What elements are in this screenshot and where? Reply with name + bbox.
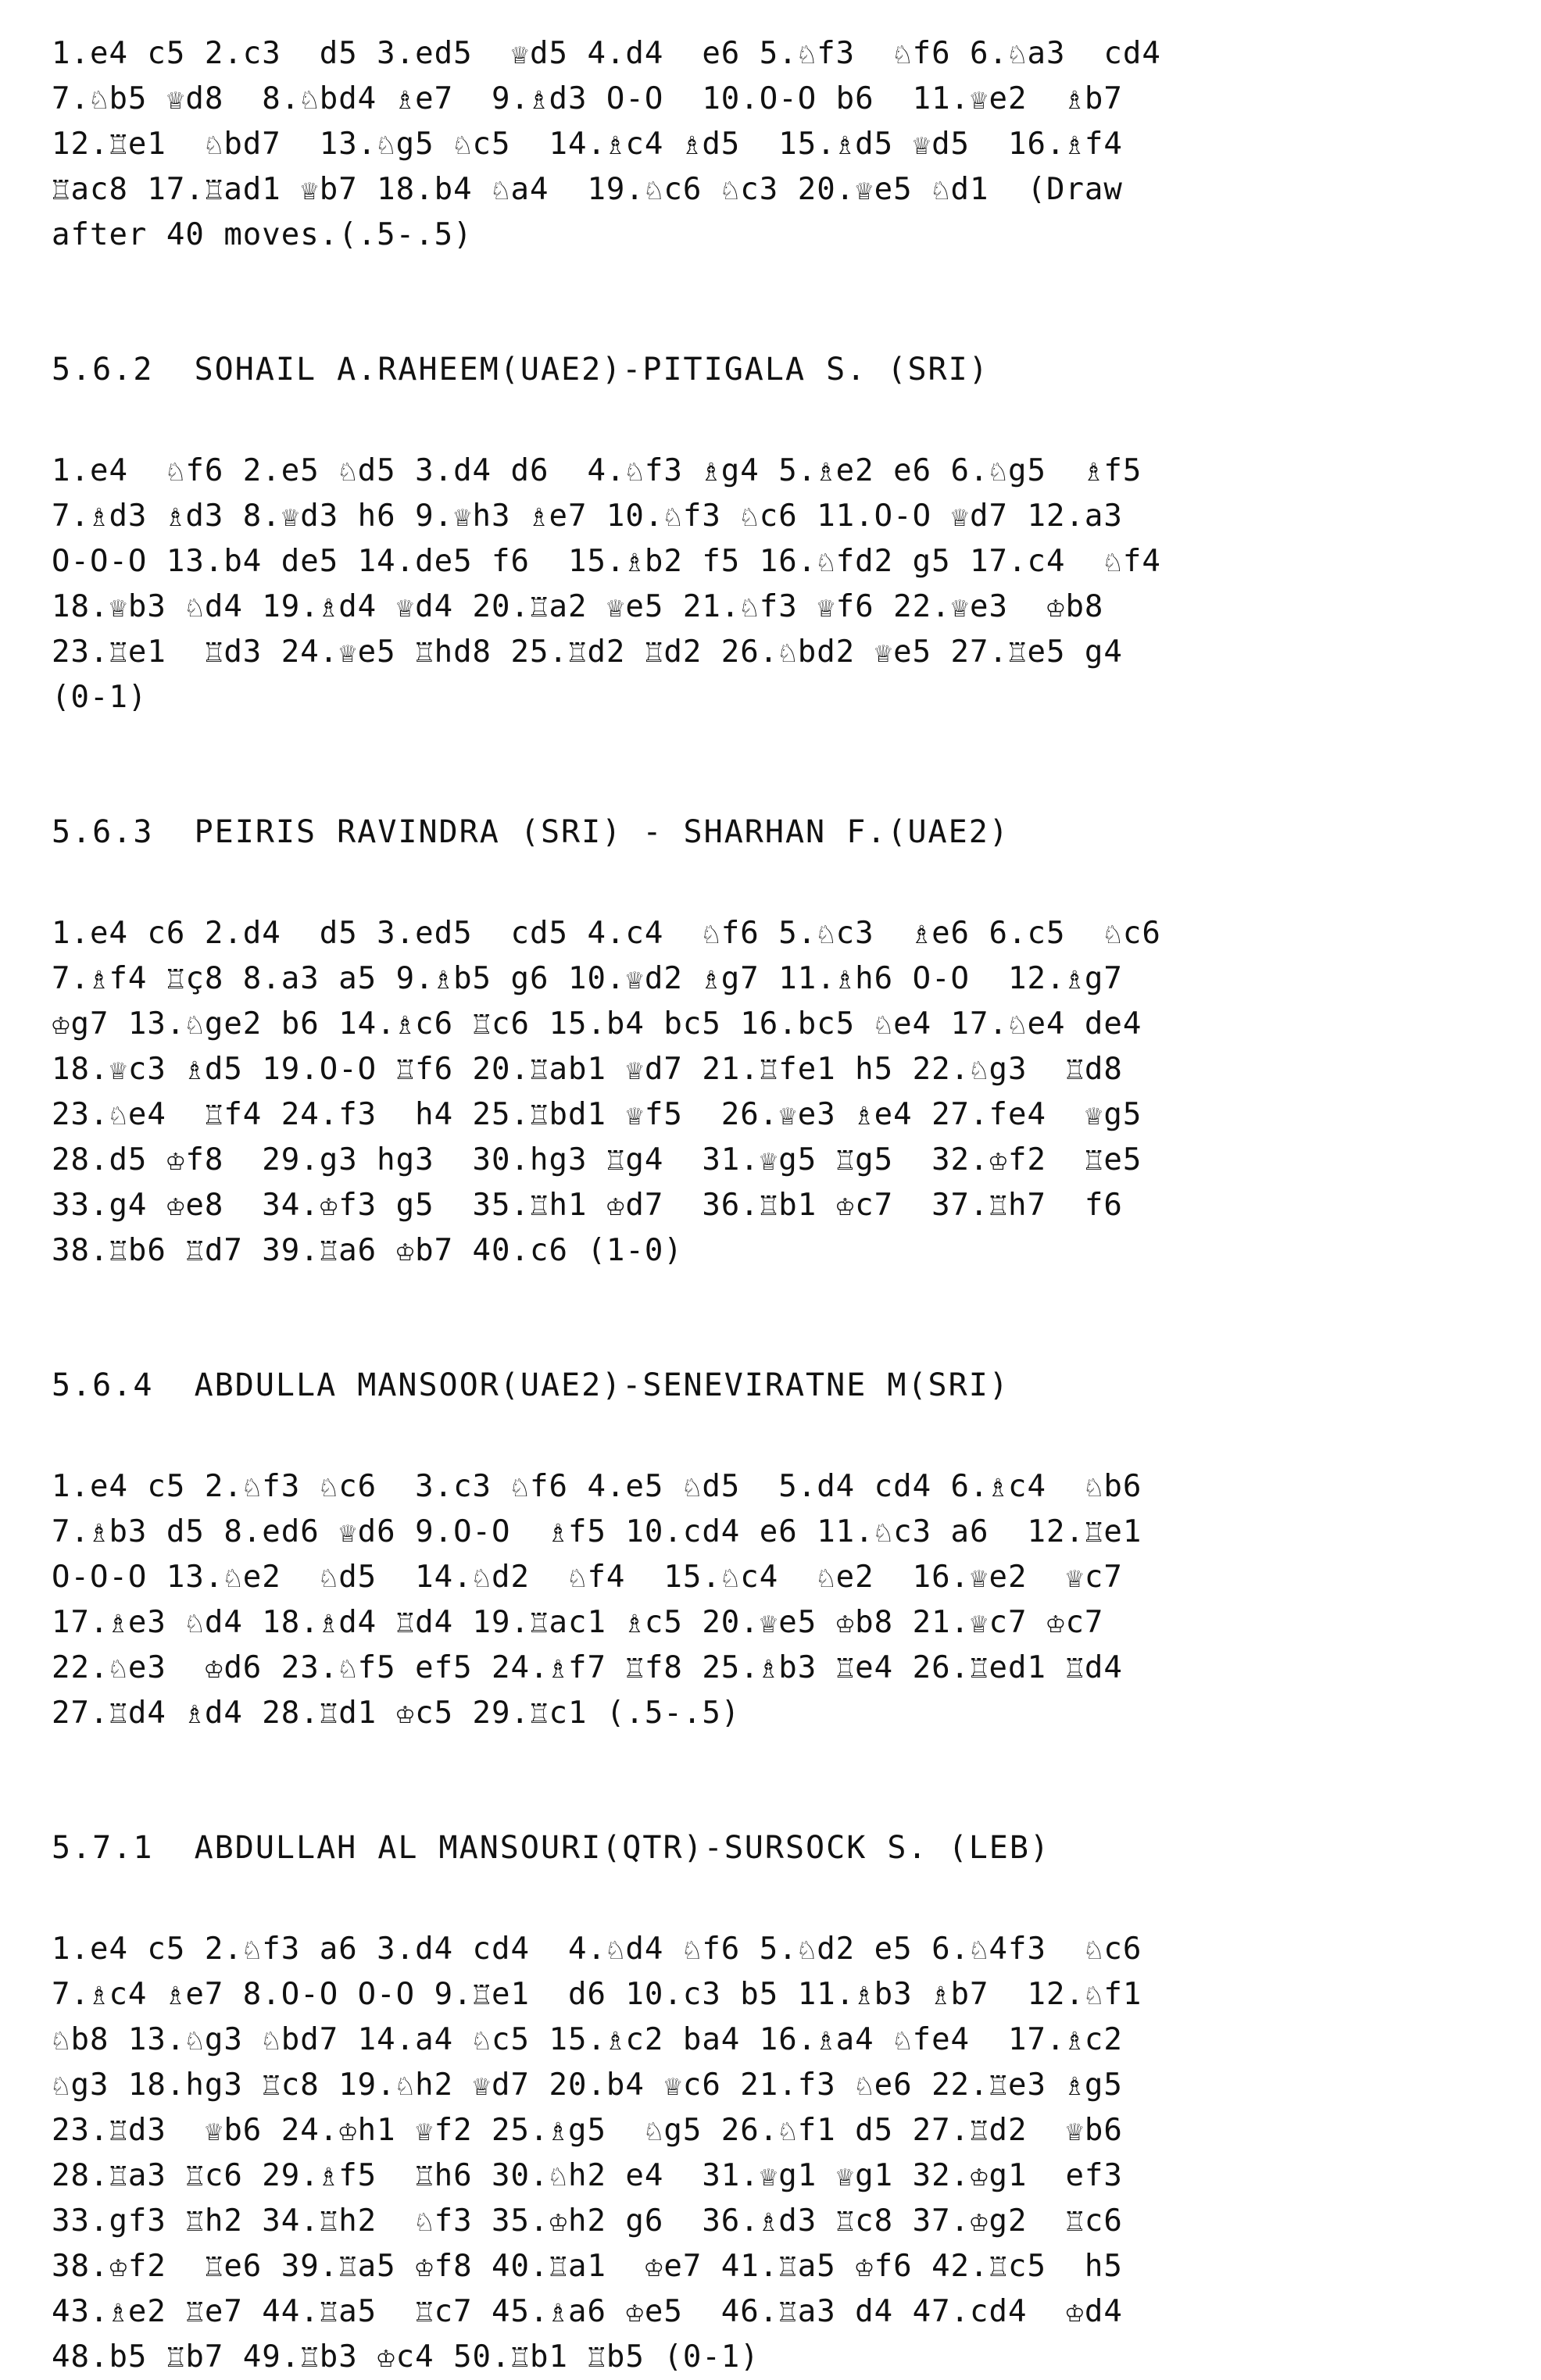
move-line: 48.b5 ♖b7 49.♖b3 ♔c4 50.♖b1 ♖b5 (0-1) bbox=[52, 2339, 760, 2375]
move-line: 7.♗b3 d5 8.ed6 ♕d6 9.O-O ♗f5 10.cd4 e6 11.♘c3 a6 12.♖e1 bbox=[52, 1514, 1142, 1549]
move-line: 7.♘b5 ♕d8 8.♘bd4 ♗e7 9.♗d3 O-O 10.O-O b6 11.♕e2 ♗b7 bbox=[52, 81, 1123, 116]
game-1-moves bbox=[52, 31, 1489, 258]
move-line: 23.♘e4 ♖f4 24.f3 h4 25.♖bd1 ♕f5 26.♕e3 ♗e4 27.fe4 ♕g5 bbox=[52, 1097, 1142, 1132]
move-line: 1.e4 c6 2.d4 d5 3.ed5 cd5 4.c4 ♘f6 5.♘c3 ♗e6 6.c5 ♘c6 bbox=[52, 916, 1161, 951]
move-line: 1.e4 c5 2.c3 d5 3.ed5 ♕d5 4.d4 e6 5.♘f3 ♘f6 6.♘a3 cd4 bbox=[52, 36, 1161, 71]
move-line: 28.d5 ♔f8 29.g3 hg3 30.hg3 ♖g4 31.♕g5 ♖g5 32.♔f2 ♖e5 bbox=[52, 1142, 1142, 1177]
move-line: 1.e4 c5 2.♘f3 ♘c6 3.c3 ♘f6 4.e5 ♘d5 5.d4 cd4 6.♗c4 ♘b6 bbox=[52, 1469, 1142, 1504]
game-3-moves bbox=[52, 911, 1489, 1274]
move-line: 7.♗d3 ♗d3 8.♕d3 h6 9.♕h3 ♗e7 10.♘f3 ♘c6 11.O-O ♕d7 12.a3 bbox=[52, 499, 1123, 534]
move-line: O-O-O 13.b4 de5 14.de5 f6 15.♗b2 f5 16.♘fd2 g5 17.c4 ♘f4 bbox=[52, 544, 1161, 579]
game-2-moves bbox=[52, 448, 1489, 720]
move-line: 18.♕b3 ♘d4 19.♗d4 ♕d4 20.♖a2 ♕e5 21.♘f3 ♕f6 22.♕e3 ♔b8 bbox=[52, 589, 1104, 624]
move-line: 1.e4 c5 2.♘f3 a6 3.d4 cd4 4.♘d4 ♘f6 5.♘d2 e5 6.♘4f3 ♘c6 bbox=[52, 1932, 1142, 1967]
move-line: 22.♘e3 ♔d6 23.♘f5 ef5 24.♗f7 ♖f8 25.♗b3 ♖e4 26.♖ed1 ♖d4 bbox=[52, 1650, 1123, 1685]
move-line: 43.♗e2 ♖e7 44.♖a5 ♖c7 45.♗a6 ♔e5 46.♖a3 d4 47.cd4 ♔d4 bbox=[52, 2294, 1123, 2329]
move-line: ♘g3 18.hg3 ♖c8 19.♘h2 ♕d7 20.b4 ♕c6 21.f3 ♘e6 22.♖e3 ♗g5 bbox=[52, 2067, 1123, 2103]
game-heading: 5.7.1 ABDULLAH AL MANSOURI(QTR)-SURSOCK S. (LEB) bbox=[52, 1830, 1051, 1866]
move-line: 12.♖e1 ♘bd7 13.♘g5 ♘c5 14.♗c4 ♗d5 15.♗d5 ♕d5 16.♗f4 bbox=[52, 127, 1123, 162]
move-line: 7.♗f4 ♖ç8 8.a3 a5 9.♗b5 g6 10.♕d2 ♗g7 11.♗h6 O-O 12.♗g7 bbox=[52, 961, 1123, 996]
move-line: 33.g4 ♔e8 34.♔f3 g5 35.♖h1 ♔d7 36.♖b1 ♔c7 37.♖h7 f6 bbox=[52, 1188, 1123, 1223]
move-line: 1.e4 ♘f6 2.e5 ♘d5 3.d4 d6 4.♘f3 ♗g4 5.♗e2 e6 6.♘g5 ♗f5 bbox=[52, 453, 1142, 488]
game-5-moves bbox=[52, 1927, 1489, 2380]
move-line: ♔g7 13.♘ge2 b6 14.♗c6 ♖c6 15.b4 bc5 16.bc5 ♘e4 17.♘e4 de4 bbox=[52, 1006, 1142, 1042]
game-4-moves bbox=[52, 1464, 1489, 1736]
move-line: ♘b8 13.♘g3 ♘bd7 14.a4 ♘c5 15.♗c2 ba4 16.♗a4 ♘fe4 17.♗c2 bbox=[52, 2022, 1123, 2057]
move-line: 38.♖b6 ♖d7 39.♖a6 ♔b7 40.c6 (1-0) bbox=[52, 1233, 683, 1268]
move-line: 33.gf3 ♖h2 34.♖h2 ♘f3 35.♔h2 g6 36.♗d3 ♖c8 37.♔g2 ♖c6 bbox=[52, 2203, 1123, 2239]
move-line: (0-1) bbox=[52, 680, 148, 715]
move-line: 28.♖a3 ♖c6 29.♗f5 ♖h6 30.♘h2 e4 31.♕g1 ♕g1 32.♔g1 ef3 bbox=[52, 2158, 1123, 2193]
move-line: after 40 moves.(.5-.5) bbox=[52, 217, 473, 252]
game-heading: 5.6.4 ABDULLA MANSOOR(UAE2)-SENEVIRATNE M(SRI) bbox=[52, 1367, 1010, 1403]
game-heading: 5.6.3 PEIRIS RAVINDRA (SRI) - SHARHAN F.(UAE2) bbox=[52, 814, 1010, 850]
move-line: 38.♔f2 ♖e6 39.♖a5 ♔f8 40.♖a1 ♔e7 41.♖a5 ♔f6 42.♖c5 h5 bbox=[52, 2249, 1123, 2284]
move-line: 27.♖d4 ♗d4 28.♖d1 ♔c5 29.♖c1 (.5-.5) bbox=[52, 1696, 741, 1731]
game-heading: 5.6.2 SOHAIL A.RAHEEM(UAE2)-PITIGALA S. (SRI) bbox=[52, 352, 989, 388]
scoresheet-page bbox=[52, 31, 1489, 2380]
move-line: O-O-O 13.♘e2 ♘d5 14.♘d2 ♘f4 15.♘c4 ♘e2 16.♕e2 ♕c7 bbox=[52, 1560, 1123, 1595]
move-line: 23.♖d3 ♕b6 24.♔h1 ♕f2 25.♗g5 ♘g5 26.♘f1 d5 27.♖d2 ♕b6 bbox=[52, 2113, 1123, 2148]
move-line: 17.♗e3 ♘d4 18.♗d4 ♖d4 19.♖ac1 ♗c5 20.♕e5 ♔b8 21.♕c7 ♔c7 bbox=[52, 1605, 1104, 1640]
move-line: ♖ac8 17.♖ad1 ♕b7 18.b4 ♘a4 19.♘c6 ♘c3 20.♕e5 ♘d1 (Draw bbox=[52, 172, 1123, 207]
move-line: 23.♖e1 ♖d3 24.♕e5 ♖hd8 25.♖d2 ♖d2 26.♘bd2 ♕e5 27.♖e5 g4 bbox=[52, 634, 1123, 670]
move-line: 7.♗c4 ♗e7 8.O-O O-O 9.♖e1 d6 10.c3 b5 11.♗b3 ♗b7 12.♘f1 bbox=[52, 1977, 1142, 2012]
move-line: 18.♕c3 ♗d5 19.O-O ♖f6 20.♖ab1 ♕d7 21.♖fe1 h5 22.♘g3 ♖d8 bbox=[52, 1052, 1123, 1087]
